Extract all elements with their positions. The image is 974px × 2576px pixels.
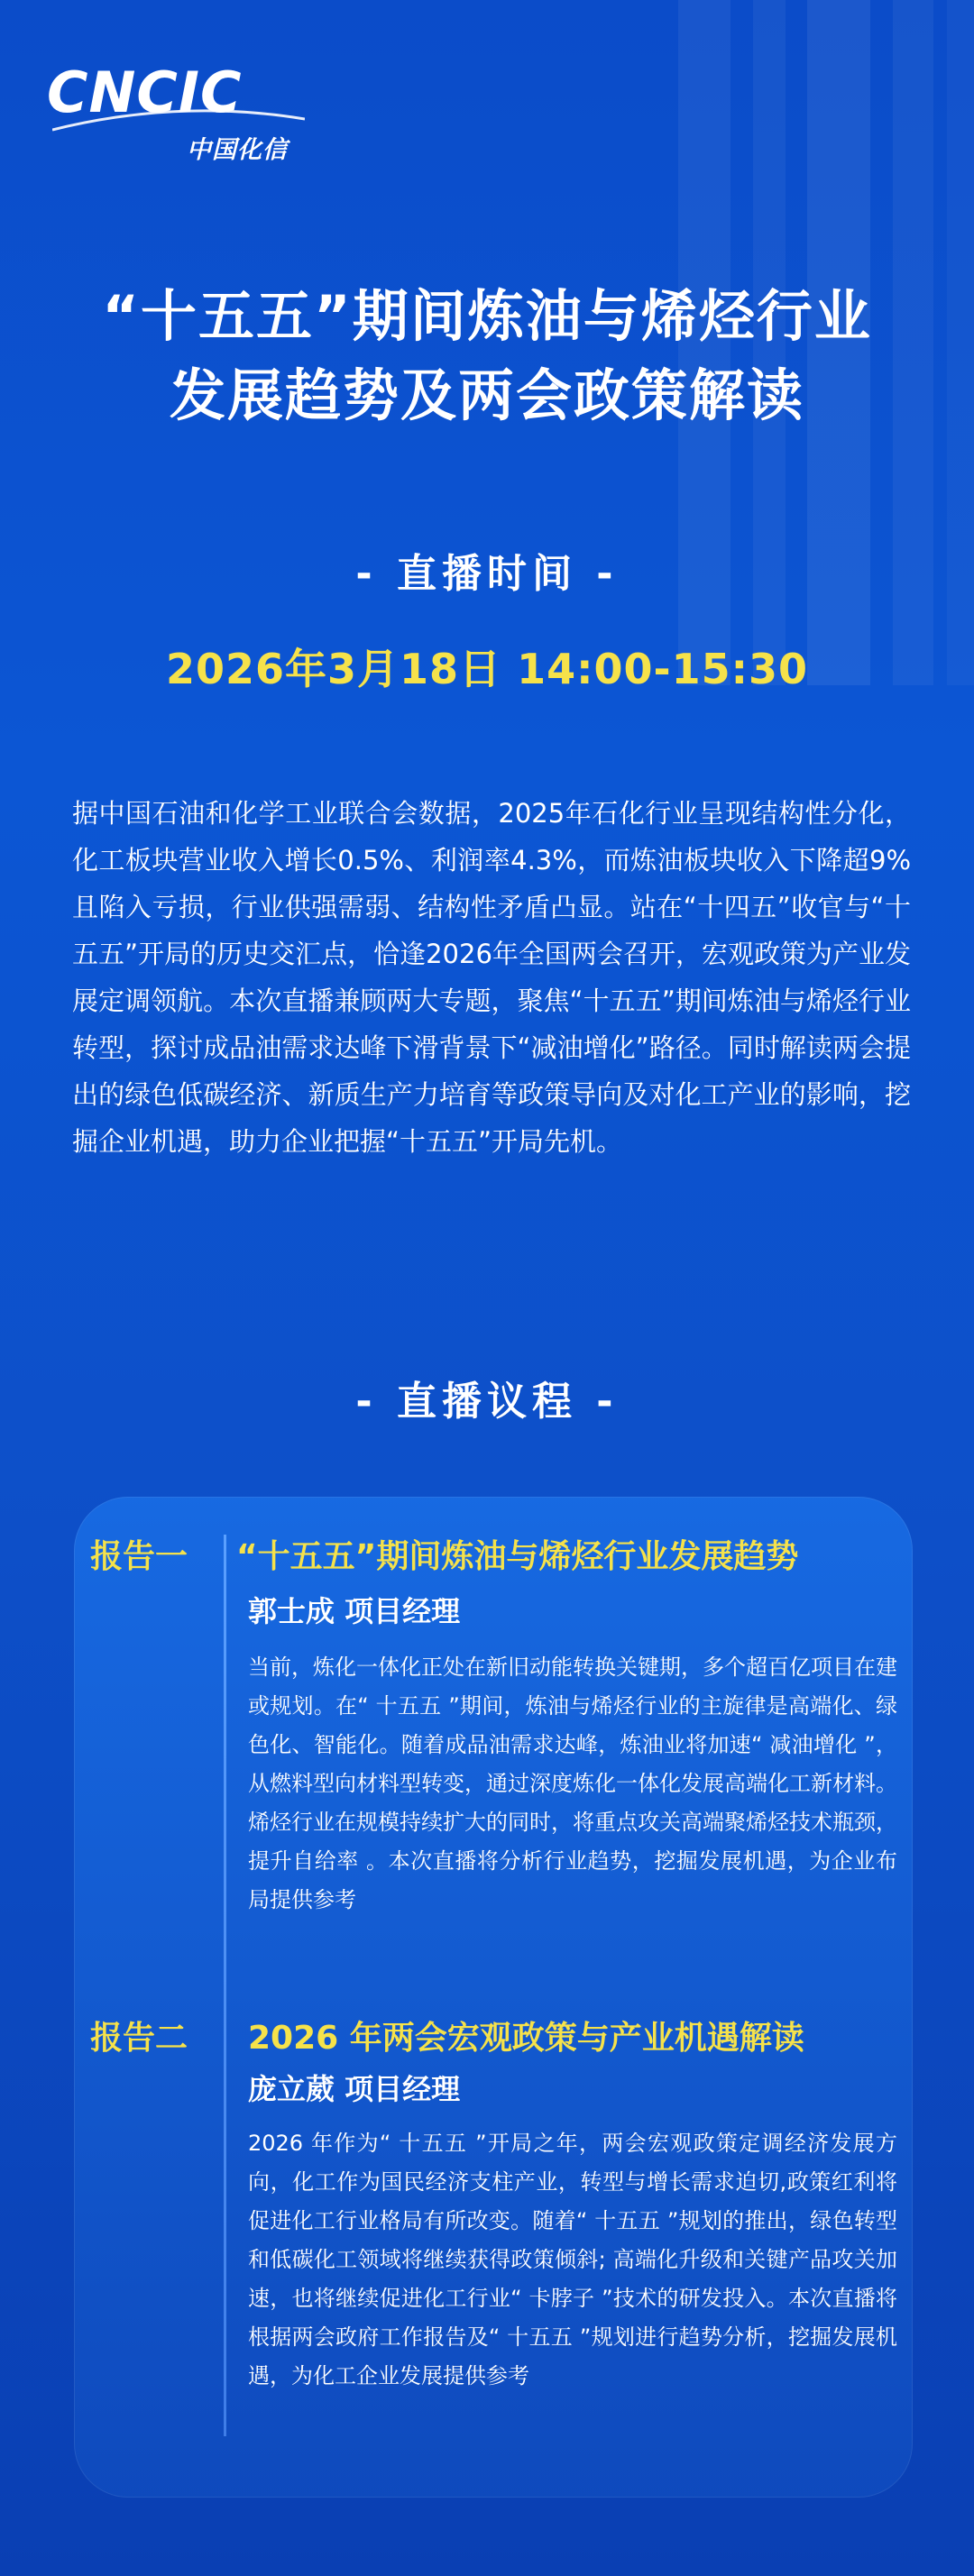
page-title-line2: 发展趋势及两会政策解读 bbox=[169, 362, 804, 428]
broadcast-time-heading: - 直播时间 - bbox=[355, 551, 619, 597]
logo-brand-text: CNCIC bbox=[47, 60, 243, 125]
report-label: 报告一 bbox=[90, 1538, 188, 1575]
intro-paragraph: 据中国石油和化学工业联合会数据，2025年石化行业呈现结构性分化，化工板块营业收入增长0.5%、利润率4.3%，而炼油板块收入下降超9%且陷入亏损，行业供强需弱、结构性矛盾凸显。站在“十四五”收官与“十五五”开局的历史交汇点，恰逢2026年全国两会召开，宏观政策为产业发展定调领航。本次直播兼顾两大专题，聚焦“十五五”期间炼油与烯烃行业转型，探讨成品油需求达峰下滑背景下“减油增化”路径。同时解读两会提出的绿色低碳经济、新质生产力培育等政策导向及对化工产业的影响，挖掘企业机遇，助力企业把握“十五五”开局先机。 bbox=[72, 798, 911, 1157]
cncic-logo bbox=[47, 60, 317, 173]
report-description: 2026 年作为“ 十五五 ”开局之年，两会宏观政策定调经济发展方向，化工作为国民经济支柱产业，转型与增长需求迫切,政策红利将促进化工行业格局有所改变。随着“ 十五五 ”规划的推出，绿色转型和低碳化工领域将继续获得政策倾斜; 高端化升级和关键产品攻关加速，也将继续促进化工行业“ 卡脖子 ”技术的研发投入。本次直播将根据两会政府工作报告及“ 十五五 ”规划进行趋势分析，挖掘发展机遇，为化工企业发展提供参考 bbox=[248, 2131, 897, 2388]
agenda-heading: - 直播议程 - bbox=[355, 1379, 619, 1425]
report-label: 报告二 bbox=[90, 2020, 188, 2057]
report-description: 当前，炼化一体化正处在新旧动能转换关键期，多个超百亿项目在建或规划。在“ 十五五 ”期间，炼油与烯烃行业的主旋律是高端化、绿色化、智能化。随着成品油需求达峰，炼油业将加速“ 减油增化 ”，从燃料型向材料型转变，通过深度炼化一体化发展高端化工新材料。烯烃行业在规模持续扩大的同时，将重点攻关高端聚烯烃技术瓶颈，提升自给率 。本次直播将分析行业趋势，挖掘发展机遇，为企业布局提供参考 bbox=[248, 1655, 897, 1912]
report-title: 2026 年两会宏观政策与产业机遇解读 bbox=[248, 2020, 804, 2057]
logo-subtitle: 中国化信 bbox=[187, 136, 288, 164]
report-title: “十五五”期间炼油与烯烃行业发展趋势 bbox=[236, 1538, 799, 1575]
report-speaker: 郭士成 项目经理 bbox=[248, 1594, 461, 1628]
agenda-timeline bbox=[224, 1535, 226, 2436]
report-speaker: 庞立葳 项目经理 bbox=[248, 2072, 461, 2106]
page-title-line1: “十五五”期间炼油与烯烃行业 bbox=[102, 283, 872, 349]
broadcast-datetime: 2026年3月18日 14:00-15:30 bbox=[166, 645, 808, 693]
